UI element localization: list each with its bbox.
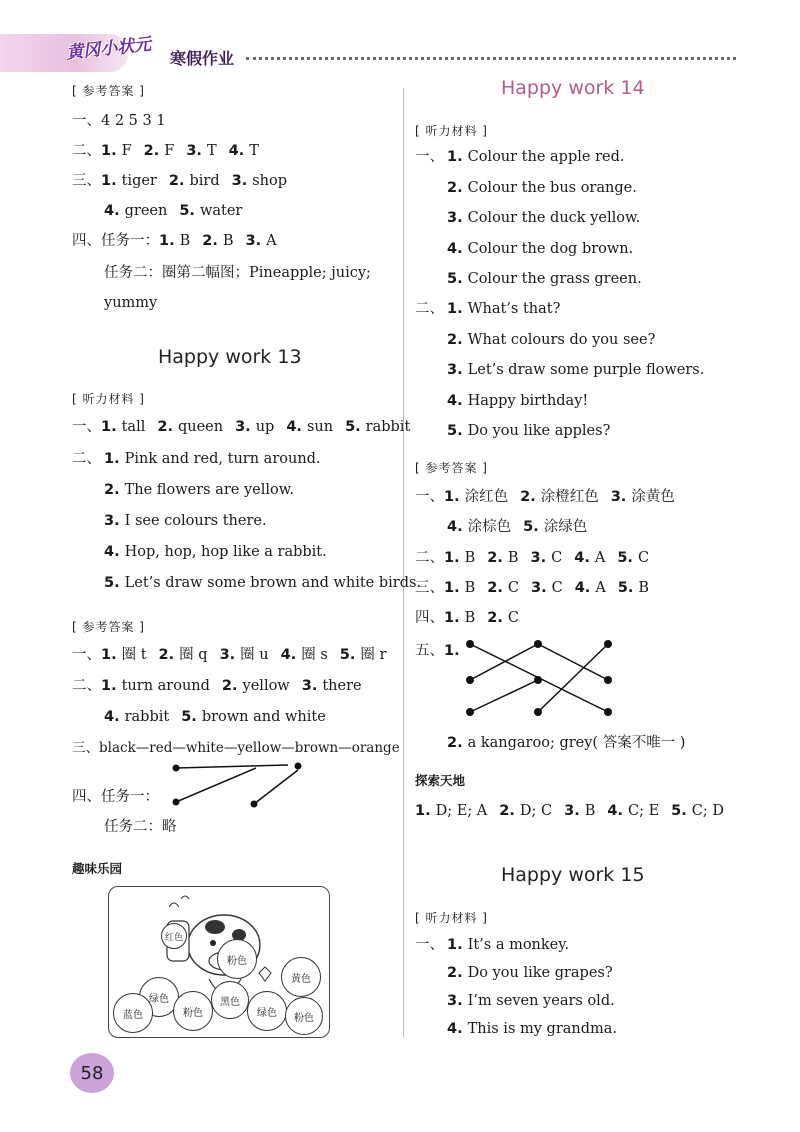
item-text: turn around: [121, 678, 210, 694]
hw14-matching-figure: [462, 640, 622, 720]
item-number: 4.: [104, 544, 120, 560]
item-text: A: [266, 233, 277, 249]
list-item: [447, 179, 637, 197]
answers-tag: [ 参考答案 ]: [72, 84, 145, 98]
page-number: 58: [70, 1053, 114, 1093]
item-number: 1.: [444, 643, 460, 659]
match-dot: [466, 640, 474, 648]
item-number: 2.: [499, 803, 515, 819]
item-number: 1.: [444, 610, 460, 626]
hw13-answer-3: 三、black—red—white—yellow—brown—orange: [72, 740, 400, 756]
item-number: 5.: [339, 647, 356, 663]
match-dot: [295, 763, 302, 770]
item-text: Colour the duck yellow.: [467, 210, 641, 226]
hw13-answer-4-task2: 任务二：略: [104, 819, 177, 835]
match-dot: [604, 640, 612, 648]
answer-items: [159, 233, 277, 249]
item-text: 圈 s: [301, 647, 328, 663]
item-number: 2.: [221, 678, 238, 694]
item-text: Do you like apples?: [467, 423, 611, 439]
item-text: queen: [177, 419, 224, 435]
match-line: [538, 644, 608, 712]
answer-items: [444, 610, 519, 626]
hw14-answer-5: [415, 642, 465, 660]
item-number: 5.: [617, 550, 633, 566]
item-number: 1.: [101, 173, 117, 189]
hw13-answers-tag: [ 参考答案 ]: [72, 620, 145, 634]
item-number: 4.: [447, 1021, 463, 1037]
answer-items: [447, 519, 587, 535]
list-item: [447, 209, 640, 227]
item-number: 4.: [104, 709, 120, 725]
item-text: Let’s draw some brown and white birds.: [124, 575, 422, 591]
page-header: [0, 22, 800, 72]
item-number: 3.: [231, 173, 248, 189]
list-item: [447, 361, 704, 379]
item-text: B: [464, 610, 476, 626]
item-text: shop: [252, 173, 288, 189]
item-number: 1.: [444, 580, 460, 596]
match-dot: [173, 765, 180, 772]
answer-line-3: [72, 172, 287, 190]
item-number: 2.: [487, 550, 503, 566]
balloon-green-1: 绿色: [139, 977, 179, 1017]
item-text: bird: [189, 173, 220, 189]
item-text: C: [551, 550, 563, 566]
item-text: B: [179, 233, 191, 249]
hw15-listen-tag: [ 听力材料 ]: [415, 911, 488, 925]
item-number: 2.: [157, 419, 173, 435]
item-text: C; E: [627, 803, 660, 819]
line-prefix: 三、: [72, 173, 101, 189]
label-red: 红色: [161, 923, 187, 949]
item-number: 2.: [158, 647, 175, 663]
item-text: The flowers are yellow.: [124, 482, 295, 498]
match-line: [538, 644, 608, 680]
item-number: 1.: [101, 419, 117, 435]
item-text: What’s that?: [467, 301, 561, 317]
match-dot: [173, 799, 180, 806]
item-number: 4.: [228, 143, 245, 159]
item-number: 2.: [168, 173, 185, 189]
answer-line-3b: [104, 202, 242, 220]
item-text: Colour the bus orange.: [467, 179, 637, 196]
hw14-listen-1-label: 一、: [415, 149, 444, 165]
item-number: 5.: [179, 203, 195, 219]
list-item: [447, 422, 610, 440]
item-number: 2.: [447, 331, 463, 348]
match-dot: [466, 708, 474, 716]
item-number: 3.: [530, 580, 547, 596]
item-number: 2.: [447, 965, 463, 981]
answer-items: [444, 580, 649, 596]
answer-items: [104, 709, 326, 725]
item-text: brown and white: [201, 709, 326, 725]
list-item: [447, 992, 615, 1010]
item-number: 3.: [447, 993, 463, 1009]
item-text: B: [507, 550, 519, 566]
item-text: rabbit: [124, 709, 170, 725]
item-text: I’m seven years old.: [467, 993, 615, 1009]
item-text: Colour the apple red.: [467, 149, 625, 165]
item-number: 4.: [447, 240, 463, 257]
item-number: 3.: [447, 210, 463, 226]
item-text: a kangaroo; grey( 答案不唯一 ): [467, 735, 686, 751]
item-number: 4.: [574, 580, 591, 596]
item-text: This is my grandma.: [467, 1021, 618, 1037]
list-item: [447, 300, 560, 318]
item-text: C: [551, 580, 563, 596]
line-prefix: 二、: [72, 143, 101, 159]
explore-answers: [415, 802, 724, 820]
item-text: B: [584, 803, 596, 819]
answer-line-4-task2: 任务二：圈第二幅图；Pineapple; juicy;: [104, 265, 371, 281]
item-text: Pink and red, turn around.: [124, 451, 321, 467]
item-text: up: [255, 419, 275, 435]
listen-items: [101, 419, 410, 435]
item-text: 涂绿色: [543, 519, 588, 535]
match-dot: [534, 708, 542, 716]
hw14-answer-1: [415, 488, 675, 506]
hw14-answer-4: [415, 609, 519, 627]
item-number: 2.: [143, 143, 160, 159]
item-number: 5.: [447, 423, 463, 439]
balloon-green-2: 绿色: [247, 991, 287, 1031]
item-number: 4.: [447, 392, 463, 409]
list-item: [447, 1020, 617, 1038]
item-text: B: [464, 550, 476, 566]
item-text: rabbit: [365, 419, 411, 435]
line-prefix: 一、: [72, 419, 101, 435]
item-text: F: [121, 143, 132, 159]
hw14-answers-tag: [ 参考答案 ]: [415, 461, 488, 475]
item-text: Happy birthday!: [467, 392, 589, 409]
item-text: 涂棕色: [467, 519, 512, 535]
item-text: B: [222, 233, 234, 249]
answer-line-2: [72, 142, 259, 160]
item-text: B: [638, 580, 650, 596]
balloon-pink-2: 粉色: [173, 991, 213, 1031]
list-item: [447, 240, 633, 258]
answer-items: [444, 550, 649, 566]
hw14-listen-2-label: 二、: [415, 301, 444, 317]
item-number: 4.: [607, 803, 623, 819]
answer-items: [444, 489, 675, 505]
item-number: 2.: [447, 179, 463, 196]
item-text: 圈 r: [360, 647, 387, 663]
item-number: 5.: [447, 271, 463, 287]
match-dot: [251, 801, 258, 808]
list-item: [447, 148, 624, 166]
line-prefix: 三、: [415, 580, 444, 596]
item-text: It’s a monkey.: [467, 937, 570, 953]
item-number: 3.: [104, 513, 120, 529]
item-number: 1.: [447, 149, 463, 165]
item-number: 3.: [530, 550, 547, 566]
column-divider: [403, 88, 404, 1038]
hw13-listen-1: [72, 418, 410, 436]
item-text: tiger: [121, 173, 157, 189]
list-item: [104, 481, 294, 499]
item-number: 2.: [202, 233, 218, 249]
match-line: [176, 768, 256, 802]
hw15-listen-label: 一、: [415, 937, 444, 953]
item-number: 3.: [186, 143, 202, 159]
line-prefix: 五、: [415, 643, 444, 659]
item-number: 1.: [447, 301, 463, 317]
item-number: 3.: [245, 233, 262, 249]
balloon-pink-1: 粉色: [217, 939, 257, 979]
item-number: 4.: [286, 419, 302, 435]
item-number: 5.: [523, 519, 539, 535]
item-number: 3.: [219, 647, 236, 663]
hw13-answer-4: 四、任务一：: [72, 789, 159, 805]
balloon-blue: 蓝色: [113, 993, 153, 1033]
fun-title: 趣味乐园: [72, 861, 123, 876]
match-dot: [466, 676, 474, 684]
hw14-answer-2: [415, 549, 649, 567]
answer-items: [101, 143, 259, 159]
list-item: [447, 964, 613, 982]
answer-items: [101, 173, 287, 189]
item-number: 3.: [235, 419, 251, 435]
item-text: tall: [121, 419, 146, 435]
hw14-listen-tag: [ 听力材料 ]: [415, 124, 488, 138]
match-line: [470, 680, 538, 712]
item-text: 圈 u: [240, 647, 269, 663]
item-text: A: [594, 550, 606, 566]
item-text: C; D: [691, 803, 724, 819]
item-number: 1.: [447, 937, 463, 953]
item-number: 4.: [574, 550, 590, 566]
list-item: [447, 270, 642, 288]
item-number: 2.: [447, 735, 463, 751]
match-line: [176, 765, 288, 768]
item-text: T: [206, 143, 217, 159]
match-dot: [604, 708, 612, 716]
item-text: Let’s draw some purple flowers.: [467, 362, 705, 378]
match-line: [254, 770, 298, 804]
explore-title: 探索天地: [415, 773, 466, 788]
balloon-yellow: 黄色: [281, 957, 321, 997]
item-number: 5.: [345, 419, 361, 435]
line-prefix: 一、: [72, 647, 101, 663]
item-number: 1.: [444, 489, 460, 505]
item-number: 3.: [447, 362, 463, 378]
item-text: 涂橙红色: [540, 489, 599, 505]
item-number: 1.: [159, 233, 175, 249]
hw14-title: Happy work 14: [501, 77, 645, 99]
item-number: 3.: [610, 489, 627, 505]
answer-line-4: [72, 232, 277, 250]
line-prefix: 一、: [415, 489, 444, 505]
item-text: 圈 q: [179, 647, 208, 663]
hw13-listen-2-label: 二、: [72, 451, 101, 467]
item-text: C: [637, 550, 650, 566]
item-text: What colours do you see?: [467, 331, 656, 348]
hw13-answer-2b: [104, 708, 326, 726]
hw14-answer-1b: [447, 518, 587, 536]
item-number: 3.: [301, 678, 318, 694]
answer-items: [101, 678, 362, 694]
line-prefix: 二、: [72, 678, 101, 694]
match-dot: [604, 676, 612, 684]
item-number: 5.: [617, 580, 634, 596]
header-subtitle: 寒假作业: [170, 49, 235, 68]
item-text: D; C: [519, 803, 553, 819]
item-text: yellow: [242, 678, 290, 694]
hw13-listen-tag: [ 听力材料 ]: [72, 392, 145, 406]
item-number: 1.: [444, 550, 460, 566]
line-prefix: 四、任务一：: [72, 233, 159, 249]
item-number: 1.: [104, 451, 120, 467]
item-number: 1.: [101, 678, 117, 694]
item-number: 2.: [487, 580, 503, 596]
answer-items: [104, 203, 242, 219]
item-number: 2.: [104, 482, 120, 498]
match-dot: [534, 640, 542, 648]
item-text: Do you like grapes?: [467, 965, 613, 981]
header-dotted-rule: [246, 57, 736, 60]
answer-items: [415, 803, 724, 819]
list-item: [447, 936, 569, 954]
item-text: 涂黄色: [631, 489, 675, 505]
hw13-matching-figure: [170, 760, 330, 810]
item-number: 5.: [104, 575, 120, 591]
item-number: 2.: [520, 489, 536, 505]
item-number: 5.: [671, 803, 687, 819]
item-text: F: [164, 143, 175, 159]
line-prefix: 四、: [415, 610, 444, 626]
hw13-title: Happy work 13: [158, 346, 302, 368]
item-text: water: [199, 203, 243, 219]
item-number: 2.: [487, 610, 503, 626]
item-text: A: [595, 580, 606, 596]
item-text: C: [507, 580, 519, 596]
item-text: sun: [306, 419, 334, 435]
item-number: 1.: [101, 647, 117, 663]
item-number: 4.: [104, 203, 120, 219]
line-prefix: 二、: [415, 550, 444, 566]
match-dot: [534, 676, 542, 684]
item-text: T: [249, 143, 259, 159]
item-text: B: [464, 580, 476, 596]
answer-line-1: 一、4 2 5 3 1: [72, 113, 166, 129]
list-item: [447, 331, 655, 349]
item-text: D; E; A: [435, 803, 488, 819]
item-text: there: [322, 678, 362, 694]
list-item: [104, 450, 321, 468]
item-number: 4.: [280, 647, 297, 663]
item-number: 1.: [101, 143, 117, 159]
list-item: [104, 574, 421, 592]
answer-line-4-task2b: yummy: [104, 295, 158, 311]
answer-items: [101, 647, 386, 663]
hw14-answer-5-2: [447, 734, 685, 752]
item-number: 3.: [564, 803, 580, 819]
list-item: [104, 543, 327, 561]
item-text: I see colours there.: [124, 513, 267, 529]
balloon-pink-3: 粉色: [285, 997, 323, 1035]
hw13-answer-1: [72, 646, 386, 664]
item-number: 4.: [447, 519, 463, 535]
hw14-answer-3: [415, 579, 649, 597]
item-text: 涂红色: [464, 489, 509, 505]
hw15-title: Happy work 15: [501, 864, 645, 886]
item-text: Colour the dog brown.: [467, 240, 634, 257]
item-text: Colour the grass green.: [467, 271, 642, 287]
item-text: green: [124, 203, 168, 219]
header-brand: 黄冈小状元: [65, 34, 153, 64]
item-text: 圈 t: [121, 647, 147, 663]
balloon-black: 黑色: [211, 981, 249, 1019]
hw13-answer-2: [72, 677, 362, 695]
item-number: 1.: [415, 803, 431, 819]
item-number: 5.: [181, 709, 197, 725]
list-item: [104, 512, 267, 530]
list-item: [447, 392, 588, 410]
item-text: Hop, hop, hop like a rabbit.: [124, 544, 327, 560]
fun-picture: [108, 886, 330, 1038]
item-text: C: [507, 610, 519, 626]
